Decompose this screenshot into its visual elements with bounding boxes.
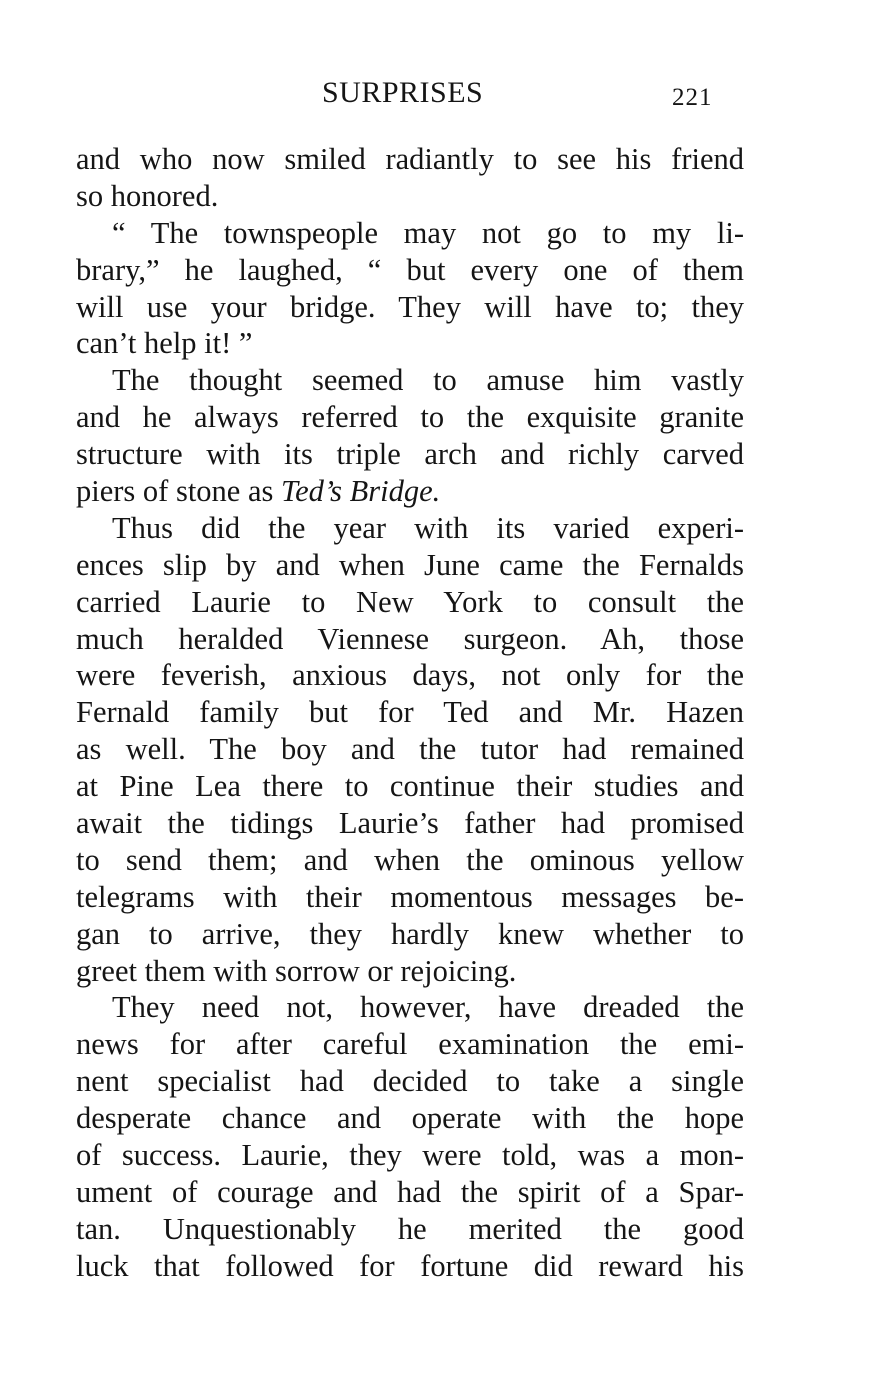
text-line: were feverish, anxious days, not only for the [76, 658, 744, 693]
text-line: They need not, however, have dreaded the [112, 990, 744, 1025]
text-line: luck that followed for fortune did reward his [76, 1248, 744, 1283]
text-line [76, 473, 744, 510]
text-line: structure with its triple arch and richly carved [76, 437, 744, 472]
text-line: so honored. [76, 178, 219, 213]
text-line: telegrams with their momentous messages be- [76, 879, 744, 914]
text-line: and he always referred to the exquisite granite [76, 400, 744, 435]
text-line: Thus did the year with its varied experi- [112, 510, 744, 545]
text-line: will use your bridge. They will have to; they [76, 289, 744, 324]
text-line: Fernald family but for Ted and Mr. Hazen [76, 695, 744, 730]
text-line: can’t help it! ” [76, 326, 253, 361]
text-line: to send them; and when the ominous yellow [76, 842, 744, 877]
page-number: 221 [672, 84, 713, 111]
text-line: at Pine Lea there to continue their studies and [76, 769, 744, 804]
text-line: nent specialist had decided to take a single [76, 1064, 744, 1099]
text-line-start: piers of stone as [76, 474, 274, 509]
text-line: desperate chance and operate with the hope [76, 1101, 744, 1136]
text-line: await the tidings Laurie’s father had promised [76, 806, 744, 841]
text-line: “ The townspeople may not go to my li- [112, 215, 744, 250]
text-line: The thought seemed to amuse him vastly [112, 363, 744, 398]
text-line: and who now smiled radiantly to see his friend [76, 142, 744, 176]
text-line: news for after careful examination the emi- [76, 1027, 744, 1062]
text-line: of success. Laurie, they were told, was a mon- [76, 1138, 744, 1173]
text-line: ument of courage and had the spirit of a Spar- [76, 1174, 744, 1209]
text-line: ences slip by and when June came the Fernalds [76, 547, 744, 582]
text-line: gan to arrive, they hardly knew whether to [76, 916, 744, 951]
italic-title: Ted’s Bridge. [280, 474, 441, 509]
running-title: SURPRISES [322, 76, 484, 109]
text-line: greet them with sorrow or rejoicing. [76, 953, 517, 988]
body-text [76, 141, 744, 1285]
text-line: much heralded Viennese surgeon. Ah, those [76, 621, 744, 656]
text-line: brary,” he laughed, “ but every one of them [76, 252, 744, 287]
text-line: tan. Unquestionably he merited the good [76, 1211, 744, 1246]
page-header [0, 76, 876, 116]
text-line: as well. The boy and the tutor had remained [76, 732, 744, 767]
text-line: carried Laurie to New York to consult the [76, 584, 744, 619]
